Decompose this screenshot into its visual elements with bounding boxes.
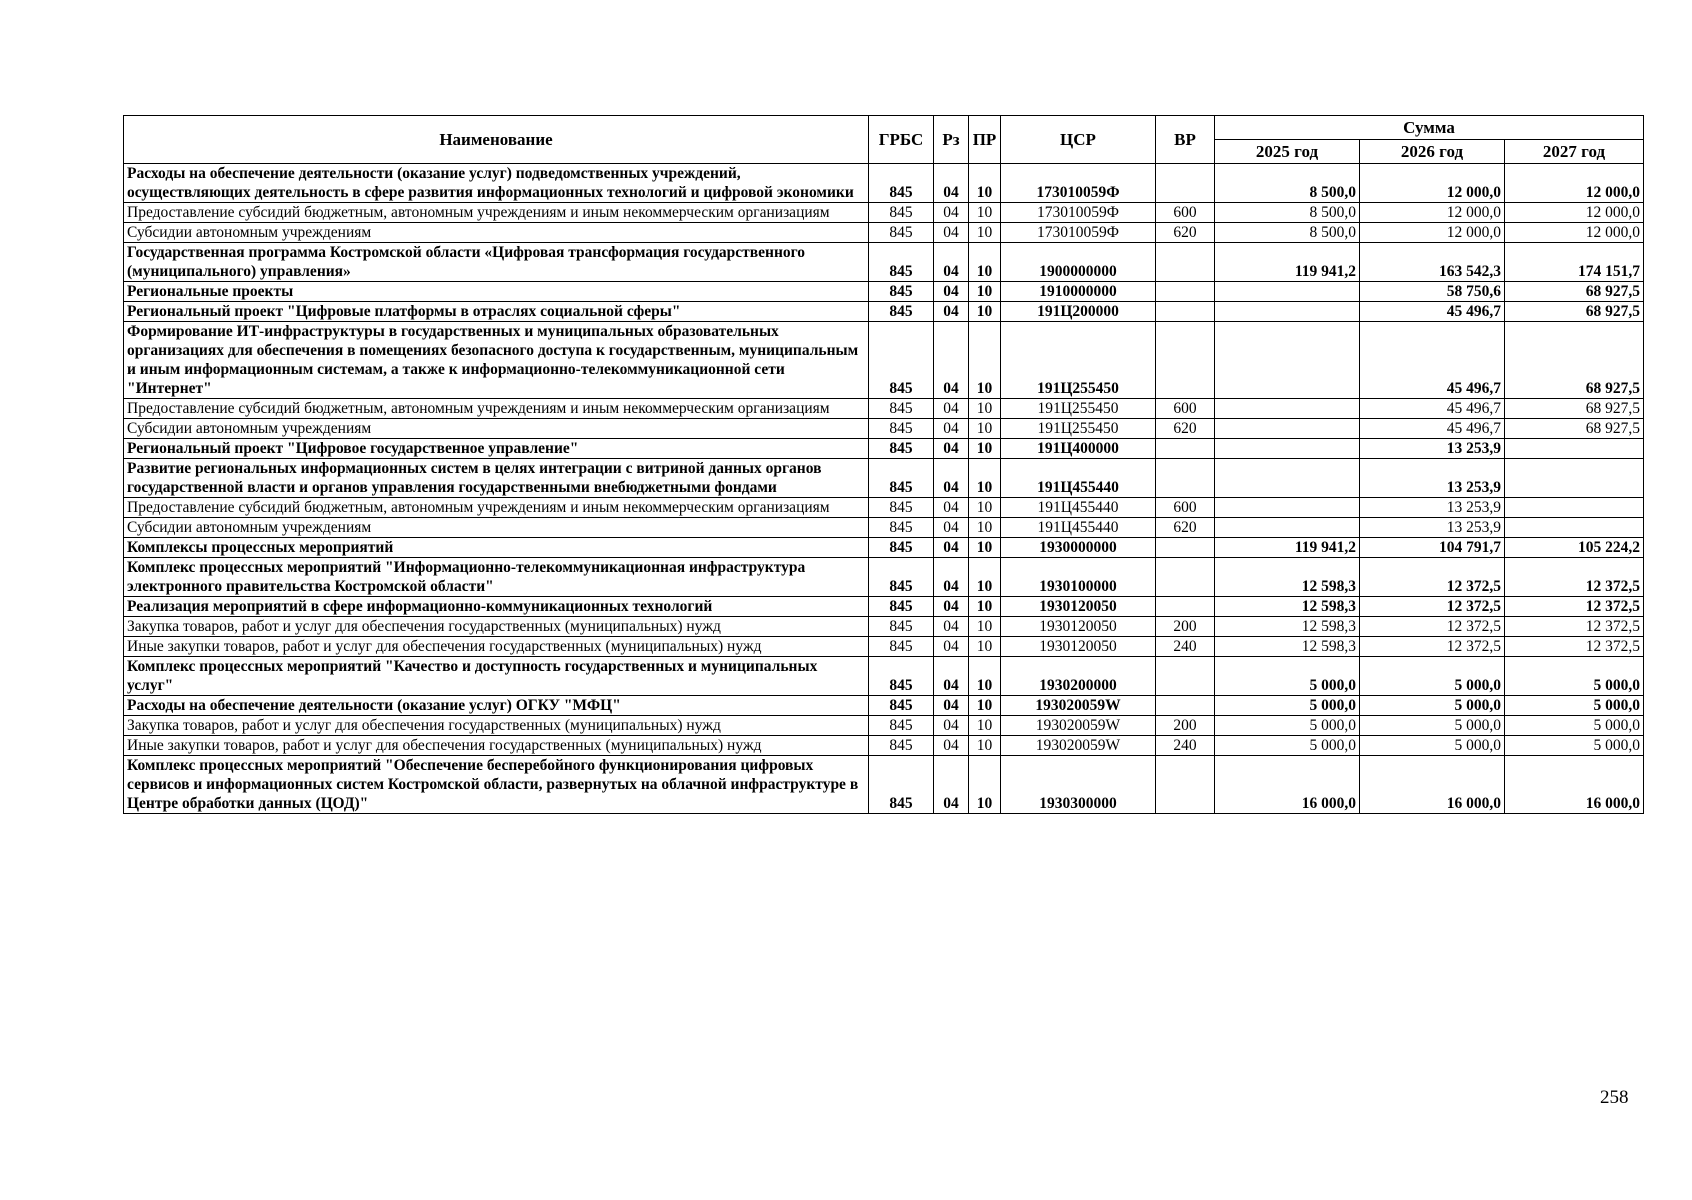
cell-rz: 04 bbox=[934, 282, 969, 302]
cell-name: Субсидии автономным учреждениям bbox=[124, 223, 869, 243]
cell-grbs: 845 bbox=[869, 459, 934, 498]
page-number: 258 bbox=[1600, 1087, 1629, 1108]
cell-pr: 10 bbox=[969, 498, 1001, 518]
cell-grbs: 845 bbox=[869, 637, 934, 657]
cell-2026: 12 372,5 bbox=[1360, 558, 1505, 597]
cell-2025: 5 000,0 bbox=[1215, 736, 1360, 756]
cell-2025: 12 598,3 bbox=[1215, 597, 1360, 617]
cell-vr bbox=[1156, 558, 1215, 597]
cell-grbs: 845 bbox=[869, 282, 934, 302]
table-row bbox=[124, 203, 1644, 223]
cell-pr: 10 bbox=[969, 518, 1001, 538]
cell-2026: 5 000,0 bbox=[1360, 716, 1505, 736]
cell-2026: 45 496,7 bbox=[1360, 419, 1505, 439]
header-grbs: ГРБС bbox=[869, 116, 934, 164]
cell-2026: 12 000,0 bbox=[1360, 203, 1505, 223]
table-row bbox=[124, 617, 1644, 637]
cell-2025: 5 000,0 bbox=[1215, 657, 1360, 696]
cell-csr: 193020059W bbox=[1001, 736, 1156, 756]
cell-pr: 10 bbox=[969, 399, 1001, 419]
table-row bbox=[124, 419, 1644, 439]
cell-csr: 1930120050 bbox=[1001, 597, 1156, 617]
cell-vr bbox=[1156, 538, 1215, 558]
cell-2026: 5 000,0 bbox=[1360, 657, 1505, 696]
cell-grbs: 845 bbox=[869, 223, 934, 243]
cell-2027 bbox=[1505, 518, 1644, 538]
cell-2026: 12 372,5 bbox=[1360, 617, 1505, 637]
cell-2026: 12 000,0 bbox=[1360, 164, 1505, 203]
cell-grbs: 845 bbox=[869, 597, 934, 617]
cell-rz: 04 bbox=[934, 518, 969, 538]
cell-name: Иные закупки товаров, работ и услуг для обеспечения государственных (муниципальных) нужд bbox=[124, 736, 869, 756]
cell-2027: 5 000,0 bbox=[1505, 716, 1644, 736]
cell-name: Комплекс процессных мероприятий "Обеспечение бесперебойного функционирования цифровых сервисов и информационных систем Костромской области, развернутых на облачной инфраструктуре в Центре обработки данных (ЦОД)" bbox=[124, 756, 869, 814]
table-row bbox=[124, 282, 1644, 302]
cell-rz: 04 bbox=[934, 164, 969, 203]
cell-2025 bbox=[1215, 322, 1360, 399]
table-row bbox=[124, 756, 1644, 814]
cell-grbs: 845 bbox=[869, 439, 934, 459]
cell-csr: 193020059W bbox=[1001, 696, 1156, 716]
cell-name: Предоставление субсидий бюджетным, автономным учреждениям и иным некоммерческим организациям bbox=[124, 203, 869, 223]
cell-2027 bbox=[1505, 439, 1644, 459]
cell-grbs: 845 bbox=[869, 164, 934, 203]
cell-vr: 200 bbox=[1156, 617, 1215, 637]
cell-grbs: 845 bbox=[869, 736, 934, 756]
table-header bbox=[124, 116, 1644, 164]
header-csr: ЦСР bbox=[1001, 116, 1156, 164]
cell-2025: 16 000,0 bbox=[1215, 756, 1360, 814]
cell-csr: 173010059Ф bbox=[1001, 223, 1156, 243]
cell-2027: 5 000,0 bbox=[1505, 657, 1644, 696]
cell-vr bbox=[1156, 243, 1215, 282]
table-row bbox=[124, 459, 1644, 498]
cell-name: Региональный проект "Цифровые платформы в отраслях социальной сферы" bbox=[124, 302, 869, 322]
cell-rz: 04 bbox=[934, 756, 969, 814]
cell-pr: 10 bbox=[969, 558, 1001, 597]
cell-vr: 620 bbox=[1156, 419, 1215, 439]
cell-name: Развитие региональных информационных систем в целях интеграции с витриной данных органов государственной власти и органов управления государственными внебюджетными фондами bbox=[124, 459, 869, 498]
cell-2025 bbox=[1215, 518, 1360, 538]
cell-2027: 12 372,5 bbox=[1505, 617, 1644, 637]
table-row bbox=[124, 597, 1644, 617]
cell-2026: 5 000,0 bbox=[1360, 696, 1505, 716]
cell-vr: 620 bbox=[1156, 518, 1215, 538]
table-row bbox=[124, 518, 1644, 538]
cell-vr bbox=[1156, 696, 1215, 716]
cell-rz: 04 bbox=[934, 637, 969, 657]
cell-pr: 10 bbox=[969, 419, 1001, 439]
cell-rz: 04 bbox=[934, 696, 969, 716]
cell-pr: 10 bbox=[969, 322, 1001, 399]
cell-pr: 10 bbox=[969, 736, 1001, 756]
cell-pr: 10 bbox=[969, 439, 1001, 459]
cell-vr bbox=[1156, 597, 1215, 617]
cell-2025 bbox=[1215, 399, 1360, 419]
cell-name: Комплекс процессных мероприятий "Информационно-телекоммуникационная инфраструктура электронного правительства Костромской области" bbox=[124, 558, 869, 597]
cell-name: Закупка товаров, работ и услуг для обеспечения государственных (муниципальных) нужд bbox=[124, 617, 869, 637]
cell-vr bbox=[1156, 282, 1215, 302]
cell-grbs: 845 bbox=[869, 617, 934, 637]
table-row bbox=[124, 716, 1644, 736]
cell-2025: 8 500,0 bbox=[1215, 164, 1360, 203]
cell-2027: 16 000,0 bbox=[1505, 756, 1644, 814]
cell-name: Субсидии автономным учреждениям bbox=[124, 518, 869, 538]
cell-grbs: 845 bbox=[869, 302, 934, 322]
cell-pr: 10 bbox=[969, 597, 1001, 617]
cell-rz: 04 bbox=[934, 498, 969, 518]
cell-vr bbox=[1156, 164, 1215, 203]
cell-2027: 12 000,0 bbox=[1505, 203, 1644, 223]
cell-csr: 1930200000 bbox=[1001, 657, 1156, 696]
cell-vr: 240 bbox=[1156, 736, 1215, 756]
cell-2027: 68 927,5 bbox=[1505, 322, 1644, 399]
cell-2027: 12 372,5 bbox=[1505, 597, 1644, 617]
cell-csr: 191Ц200000 bbox=[1001, 302, 1156, 322]
cell-2026: 12 000,0 bbox=[1360, 223, 1505, 243]
cell-2025 bbox=[1215, 498, 1360, 518]
cell-2026: 45 496,7 bbox=[1360, 322, 1505, 399]
cell-2026: 12 372,5 bbox=[1360, 597, 1505, 617]
cell-vr: 600 bbox=[1156, 498, 1215, 518]
cell-pr: 10 bbox=[969, 657, 1001, 696]
cell-2026: 12 372,5 bbox=[1360, 637, 1505, 657]
cell-pr: 10 bbox=[969, 637, 1001, 657]
cell-vr: 240 bbox=[1156, 637, 1215, 657]
cell-2027: 68 927,5 bbox=[1505, 282, 1644, 302]
table-row bbox=[124, 302, 1644, 322]
table-body bbox=[124, 164, 1644, 814]
cell-2027: 12 372,5 bbox=[1505, 558, 1644, 597]
cell-2025: 12 598,3 bbox=[1215, 558, 1360, 597]
cell-csr: 191Ц255450 bbox=[1001, 322, 1156, 399]
cell-2025: 5 000,0 bbox=[1215, 716, 1360, 736]
cell-rz: 04 bbox=[934, 419, 969, 439]
cell-2025 bbox=[1215, 302, 1360, 322]
cell-2026: 13 253,9 bbox=[1360, 459, 1505, 498]
cell-rz: 04 bbox=[934, 558, 969, 597]
cell-csr: 191Ц255450 bbox=[1001, 419, 1156, 439]
table-row bbox=[124, 322, 1644, 399]
cell-name: Региональный проект "Цифровое государственное управление" bbox=[124, 439, 869, 459]
cell-vr bbox=[1156, 439, 1215, 459]
cell-csr: 1930300000 bbox=[1001, 756, 1156, 814]
cell-2027: 68 927,5 bbox=[1505, 399, 1644, 419]
cell-pr: 10 bbox=[969, 538, 1001, 558]
cell-pr: 10 bbox=[969, 203, 1001, 223]
cell-pr: 10 bbox=[969, 756, 1001, 814]
table-row bbox=[124, 637, 1644, 657]
cell-name: Расходы на обеспечение деятельности (оказание услуг) ОГКУ "МФЦ" bbox=[124, 696, 869, 716]
cell-2027 bbox=[1505, 498, 1644, 518]
header-2027: 2027 год bbox=[1505, 140, 1644, 164]
cell-vr bbox=[1156, 756, 1215, 814]
cell-2027 bbox=[1505, 459, 1644, 498]
table-row bbox=[124, 223, 1644, 243]
cell-rz: 04 bbox=[934, 716, 969, 736]
cell-name: Предоставление субсидий бюджетным, автономным учреждениям и иным некоммерческим организациям bbox=[124, 399, 869, 419]
cell-pr: 10 bbox=[969, 617, 1001, 637]
cell-2026: 163 542,3 bbox=[1360, 243, 1505, 282]
cell-csr: 173010059Ф bbox=[1001, 203, 1156, 223]
cell-rz: 04 bbox=[934, 223, 969, 243]
cell-pr: 10 bbox=[969, 243, 1001, 282]
cell-pr: 10 bbox=[969, 164, 1001, 203]
cell-csr: 193020059W bbox=[1001, 716, 1156, 736]
cell-name: Комплексы процессных мероприятий bbox=[124, 538, 869, 558]
cell-2027: 12 000,0 bbox=[1505, 164, 1644, 203]
cell-pr: 10 bbox=[969, 459, 1001, 498]
cell-grbs: 845 bbox=[869, 498, 934, 518]
cell-2027: 5 000,0 bbox=[1505, 736, 1644, 756]
table-row bbox=[124, 657, 1644, 696]
header-2026: 2026 год bbox=[1360, 140, 1505, 164]
table-row bbox=[124, 243, 1644, 282]
cell-csr: 191Ц455440 bbox=[1001, 498, 1156, 518]
cell-name: Государственная программа Костромской области «Цифровая трансформация государственного (муниципального) управления» bbox=[124, 243, 869, 282]
cell-2025 bbox=[1215, 419, 1360, 439]
cell-2025 bbox=[1215, 439, 1360, 459]
cell-name: Региональные проекты bbox=[124, 282, 869, 302]
cell-vr: 620 bbox=[1156, 223, 1215, 243]
cell-name: Расходы на обеспечение деятельности (оказание услуг) подведомственных учреждений, осуществляющих деятельность в сфере развития информационных технологий и цифровой экономики bbox=[124, 164, 869, 203]
cell-pr: 10 bbox=[969, 696, 1001, 716]
cell-grbs: 845 bbox=[869, 657, 934, 696]
cell-grbs: 845 bbox=[869, 419, 934, 439]
cell-grbs: 845 bbox=[869, 518, 934, 538]
cell-2027: 5 000,0 bbox=[1505, 696, 1644, 716]
cell-vr: 600 bbox=[1156, 203, 1215, 223]
cell-2025: 8 500,0 bbox=[1215, 203, 1360, 223]
cell-2026: 13 253,9 bbox=[1360, 439, 1505, 459]
cell-name: Предоставление субсидий бюджетным, автономным учреждениям и иным некоммерческим организациям bbox=[124, 498, 869, 518]
cell-rz: 04 bbox=[934, 399, 969, 419]
table-row bbox=[124, 696, 1644, 716]
cell-2027: 68 927,5 bbox=[1505, 419, 1644, 439]
cell-grbs: 845 bbox=[869, 756, 934, 814]
cell-name: Иные закупки товаров, работ и услуг для обеспечения государственных (муниципальных) нужд bbox=[124, 637, 869, 657]
cell-vr bbox=[1156, 657, 1215, 696]
cell-2025 bbox=[1215, 459, 1360, 498]
cell-2027: 105 224,2 bbox=[1505, 538, 1644, 558]
cell-grbs: 845 bbox=[869, 558, 934, 597]
cell-csr: 1930100000 bbox=[1001, 558, 1156, 597]
cell-vr: 200 bbox=[1156, 716, 1215, 736]
cell-rz: 04 bbox=[934, 657, 969, 696]
header-sum: Сумма bbox=[1215, 116, 1644, 140]
cell-vr bbox=[1156, 302, 1215, 322]
cell-name: Формирование ИТ-инфраструктуры в государственных и муниципальных образовательных организациях для обеспечения в помещениях безопасного доступа к государственным, муниципальным и иным информационным системам, а также к информационно-телекоммуникационной сети "Интернет" bbox=[124, 322, 869, 399]
cell-csr: 1930120050 bbox=[1001, 637, 1156, 657]
cell-2027: 12 372,5 bbox=[1505, 637, 1644, 657]
cell-pr: 10 bbox=[969, 282, 1001, 302]
table-row bbox=[124, 538, 1644, 558]
cell-rz: 04 bbox=[934, 597, 969, 617]
cell-name: Закупка товаров, работ и услуг для обеспечения государственных (муниципальных) нужд bbox=[124, 716, 869, 736]
header-rz: Рз bbox=[934, 116, 969, 164]
table-row bbox=[124, 736, 1644, 756]
cell-pr: 10 bbox=[969, 302, 1001, 322]
cell-grbs: 845 bbox=[869, 716, 934, 736]
header-name: Наименование bbox=[124, 116, 869, 164]
cell-csr: 1900000000 bbox=[1001, 243, 1156, 282]
cell-rz: 04 bbox=[934, 439, 969, 459]
cell-2026: 45 496,7 bbox=[1360, 399, 1505, 419]
cell-vr: 600 bbox=[1156, 399, 1215, 419]
cell-rz: 04 bbox=[934, 302, 969, 322]
cell-2026: 13 253,9 bbox=[1360, 518, 1505, 538]
cell-csr: 1910000000 bbox=[1001, 282, 1156, 302]
cell-pr: 10 bbox=[969, 223, 1001, 243]
cell-2027: 68 927,5 bbox=[1505, 302, 1644, 322]
header-vr: ВР bbox=[1156, 116, 1215, 164]
header-2025: 2025 год bbox=[1215, 140, 1360, 164]
cell-rz: 04 bbox=[934, 243, 969, 282]
cell-2026: 5 000,0 bbox=[1360, 736, 1505, 756]
cell-grbs: 845 bbox=[869, 203, 934, 223]
cell-2025: 5 000,0 bbox=[1215, 696, 1360, 716]
cell-csr: 191Ц400000 bbox=[1001, 439, 1156, 459]
cell-2026: 104 791,7 bbox=[1360, 538, 1505, 558]
cell-csr: 191Ц455440 bbox=[1001, 518, 1156, 538]
budget-sheet bbox=[123, 115, 1643, 814]
cell-2025: 8 500,0 bbox=[1215, 223, 1360, 243]
cell-vr bbox=[1156, 459, 1215, 498]
cell-2025: 119 941,2 bbox=[1215, 538, 1360, 558]
cell-csr: 191Ц255450 bbox=[1001, 399, 1156, 419]
cell-rz: 04 bbox=[934, 459, 969, 498]
cell-pr: 10 bbox=[969, 716, 1001, 736]
table-row bbox=[124, 498, 1644, 518]
cell-rz: 04 bbox=[934, 736, 969, 756]
cell-2025 bbox=[1215, 282, 1360, 302]
table-row bbox=[124, 164, 1644, 203]
cell-2026: 58 750,6 bbox=[1360, 282, 1505, 302]
cell-2027: 174 151,7 bbox=[1505, 243, 1644, 282]
cell-grbs: 845 bbox=[869, 399, 934, 419]
cell-rz: 04 bbox=[934, 322, 969, 399]
cell-csr: 1930000000 bbox=[1001, 538, 1156, 558]
cell-rz: 04 bbox=[934, 203, 969, 223]
cell-rz: 04 bbox=[934, 538, 969, 558]
cell-name: Реализация мероприятий в сфере информационно-коммуникационных технологий bbox=[124, 597, 869, 617]
cell-2025: 12 598,3 bbox=[1215, 637, 1360, 657]
cell-rz: 04 bbox=[934, 617, 969, 637]
cell-2026: 45 496,7 bbox=[1360, 302, 1505, 322]
cell-csr: 1930120050 bbox=[1001, 617, 1156, 637]
cell-grbs: 845 bbox=[869, 538, 934, 558]
table-row bbox=[124, 399, 1644, 419]
cell-2027: 12 000,0 bbox=[1505, 223, 1644, 243]
header-pr: ПР bbox=[969, 116, 1001, 164]
cell-2026: 16 000,0 bbox=[1360, 756, 1505, 814]
budget-table bbox=[123, 115, 1644, 814]
cell-name: Субсидии автономным учреждениям bbox=[124, 419, 869, 439]
cell-2026: 13 253,9 bbox=[1360, 498, 1505, 518]
cell-name: Комплекс процессных мероприятий "Качество и доступность государственных и муниципальных услуг" bbox=[124, 657, 869, 696]
table-row bbox=[124, 439, 1644, 459]
cell-vr bbox=[1156, 322, 1215, 399]
cell-grbs: 845 bbox=[869, 322, 934, 399]
cell-csr: 191Ц455440 bbox=[1001, 459, 1156, 498]
table-row bbox=[124, 558, 1644, 597]
cell-grbs: 845 bbox=[869, 243, 934, 282]
cell-csr: 173010059Ф bbox=[1001, 164, 1156, 203]
cell-grbs: 845 bbox=[869, 696, 934, 716]
cell-2025: 119 941,2 bbox=[1215, 243, 1360, 282]
cell-2025: 12 598,3 bbox=[1215, 617, 1360, 637]
